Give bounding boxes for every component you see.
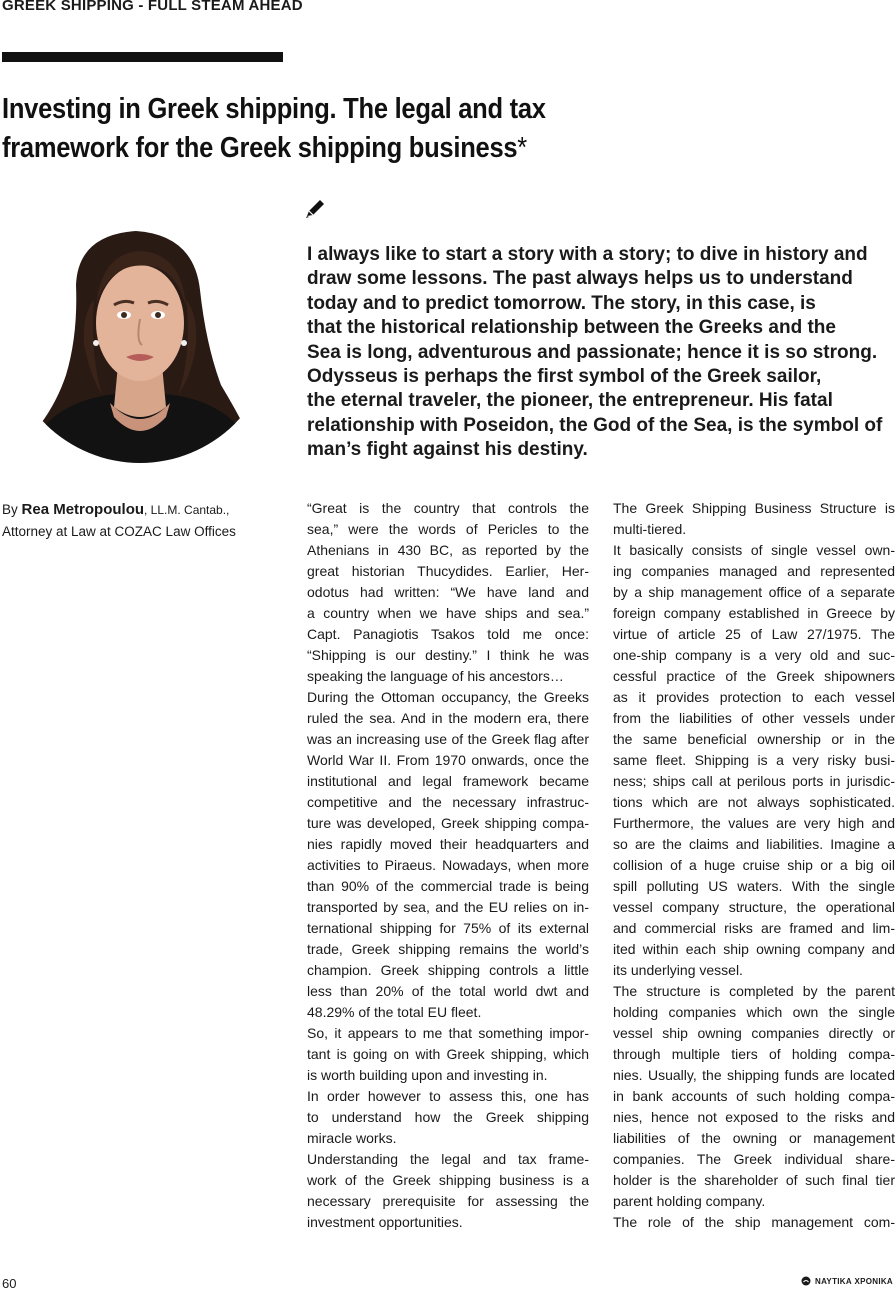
body-line: Understanding the legal and tax frame- xyxy=(307,1151,589,1167)
body-line: ness; ships call at perilous ports in jurisdic- xyxy=(613,773,895,789)
pencil-icon xyxy=(303,198,327,220)
body-line: ture was developed, Greek shipping compa- xyxy=(307,815,589,831)
byline-author-line xyxy=(2,499,292,521)
body-line: work of the Greek shipping business is a xyxy=(307,1172,589,1188)
title-line: Investing in Greek shipping. The legal and tax xyxy=(2,93,546,125)
body-line: multi-tiered. xyxy=(613,521,687,537)
body-line: ing companies managed and represented xyxy=(613,563,895,579)
body-line: ited within each ship owning company and xyxy=(613,941,895,957)
lead-paragraph xyxy=(307,243,895,463)
body-line: the same beneficial ownership or in the xyxy=(613,731,895,747)
body-line: than 90% of the commercial trade is being xyxy=(307,878,589,894)
body-line: tions which are not always sophisticated. xyxy=(613,794,895,810)
body-line: collision of a huge cruise ship or a big oil xyxy=(613,857,895,873)
body-line: one-ship company is a very old and suc- xyxy=(613,647,895,663)
lead-line: the eternal traveler, the pioneer, the entrepreneur. His fatal xyxy=(307,390,833,412)
body-line: speaking the language of his ancestors… xyxy=(307,668,564,684)
byline xyxy=(2,499,292,543)
body-line: as it provides protection to each vessel xyxy=(613,689,895,705)
body-line: ternational shipping for 75% of its external xyxy=(307,920,589,936)
body-line: Furthermore, the values are very high and xyxy=(613,815,895,831)
body-line: to understand how the Greek shipping xyxy=(307,1109,589,1125)
byline-prefix: By xyxy=(2,502,22,517)
author-credentials: , LL.M. Cantab., xyxy=(144,503,230,517)
body-line: The role of the ship management com- xyxy=(613,1214,895,1230)
body-line: miracle works. xyxy=(307,1130,397,1146)
body-line: a country when we have ships and sea.” xyxy=(307,605,589,621)
body-line: “Great is the country that controls the xyxy=(307,500,589,516)
lead-line: man’s fight against his destiny. xyxy=(307,439,588,461)
body-line: It basically consists of single vessel own- xyxy=(613,542,895,558)
body-line: 48.29% of the total EU fleet. xyxy=(307,1004,482,1020)
publication-name: ΝΑΥΤΙΚΑ ΧΡΟΝΙΚΑ xyxy=(815,1276,893,1286)
body-line: During the Ottoman occupancy, the Greeks xyxy=(307,689,589,705)
author-name: Rea Metropoulou xyxy=(21,501,145,518)
lead-line: Sea is long, adventurous and passionate; hence it is so strong. xyxy=(307,341,878,363)
body-line: institutional and legal framework became xyxy=(307,773,589,789)
lead-line: relationship with Poseidon, the God of the Sea, is the symbol of xyxy=(307,414,883,436)
lead-line: today and to predict tomorrow. The story, in this case, is xyxy=(307,292,816,314)
body-line: transported by sea, and the EU relies on in- xyxy=(307,899,589,915)
page-number: 60 xyxy=(2,1276,17,1291)
body-line: “Shipping is our destiny.” I think he was xyxy=(307,647,589,663)
body-line: in bank accounts of such holding compa- xyxy=(613,1088,895,1104)
body-line: World War II. From 1970 onwards, once the xyxy=(307,752,589,768)
lead-line: Odysseus is perhaps the first symbol of the Greek sailor, xyxy=(307,366,822,388)
body-line: through multiple tiers of holding compa- xyxy=(613,1046,895,1062)
body-line: nies. Usually, the shipping funds are located xyxy=(613,1067,895,1083)
body-line: foreign company established in Greece by xyxy=(613,605,895,621)
title-line: framework for the Greek shipping business* xyxy=(2,132,527,164)
body-line: great historian Thucydides. Earlier, Her- xyxy=(307,563,589,579)
body-line: less than 20% of the total world dwt and xyxy=(307,983,589,999)
body-line: parent holding company. xyxy=(613,1193,766,1209)
author-position: Attorney at Law at COZAC Law Offices xyxy=(2,524,236,539)
body-line: Athenians in 430 BC, as reported by the xyxy=(307,542,589,558)
body-line: investment opportunities. xyxy=(307,1214,463,1230)
body-line: tant is going on with Greek shipping, which xyxy=(307,1046,589,1062)
body-line: nies, hence not exposed to the risks and xyxy=(613,1109,895,1125)
body-line: its underlying vessel. xyxy=(613,962,743,978)
body-line: The structure is completed by the parent xyxy=(613,983,895,999)
body-line: vessel company structure, the operational xyxy=(613,899,895,915)
body-line: and commercial risks are framed and lim- xyxy=(613,920,895,936)
title-footnote-mark: * xyxy=(517,132,527,164)
body-column-1 xyxy=(307,498,589,1233)
body-line: vessel ship owning companies directly or xyxy=(613,1025,895,1041)
body-line: spill polluting US waters. With the single xyxy=(613,878,895,894)
author-portrait xyxy=(6,195,274,463)
body-line: cessful practice of the Greek shipowners xyxy=(613,668,895,684)
lead-line: that the historical relationship between the Greeks and the xyxy=(307,317,836,339)
body-column-2 xyxy=(613,498,895,1233)
body-line: activities to Piraeus. Nowadays, when more xyxy=(307,857,589,873)
body-line: In order however to assess this, one has xyxy=(307,1088,589,1104)
body-line: so are the claims and liabilities. Imagine a xyxy=(613,836,895,852)
body-line: odotus had written: “We have land and xyxy=(307,584,589,600)
body-line: by a ship management office of a separate xyxy=(613,584,895,600)
article-title xyxy=(2,90,565,168)
body-line: from the liabilities of other vessels under xyxy=(613,710,895,726)
body-line: champion. Greek shipping controls a little xyxy=(307,962,589,978)
publication-logo-icon xyxy=(801,1276,811,1286)
body-line: sea,” were the words of Pericles to the xyxy=(307,521,589,537)
body-line: ruled the sea. And in the modern era, there xyxy=(307,710,589,726)
body-line: virtue of article 25 of Law 27/1975. The xyxy=(613,626,895,642)
section-rule xyxy=(2,52,283,62)
body-line: The Greek Shipping Business Structure is xyxy=(613,500,895,516)
body-line: So, it appears to me that something impor- xyxy=(307,1025,589,1041)
body-line: nies rapidly moved their headquarters and xyxy=(307,836,589,852)
body-line: is worth building upon and investing in. xyxy=(307,1067,548,1083)
body-line: companies. The Greek individual share- xyxy=(613,1151,895,1167)
body-line: trade, Greek shipping remains the world’s xyxy=(307,941,589,957)
body-line: holding companies which own the single xyxy=(613,1004,895,1020)
body-line: holder is the shareholder of such final tier xyxy=(613,1172,895,1188)
section-label: GREEK SHIPPING - FULL STEAM AHEAD xyxy=(2,0,303,14)
body-line: Capt. Panagiotis Tsakos told me once: xyxy=(307,626,589,642)
publication-logo xyxy=(801,1276,893,1286)
lead-line: draw some lessons. The past always helps us to understand xyxy=(307,268,853,290)
body-line: necessary prerequisite for assessing the xyxy=(307,1193,589,1209)
body-line: liabilities of the owning or management xyxy=(613,1130,895,1146)
body-line: was an increasing use of the Greek flag after xyxy=(307,731,589,747)
lead-line: I always like to start a story with a story; to dive in history and xyxy=(307,244,868,265)
body-line: same fleet. Shipping is a very risky busi- xyxy=(613,752,895,768)
body-line: competitive and the necessary infrastruc- xyxy=(307,794,589,810)
